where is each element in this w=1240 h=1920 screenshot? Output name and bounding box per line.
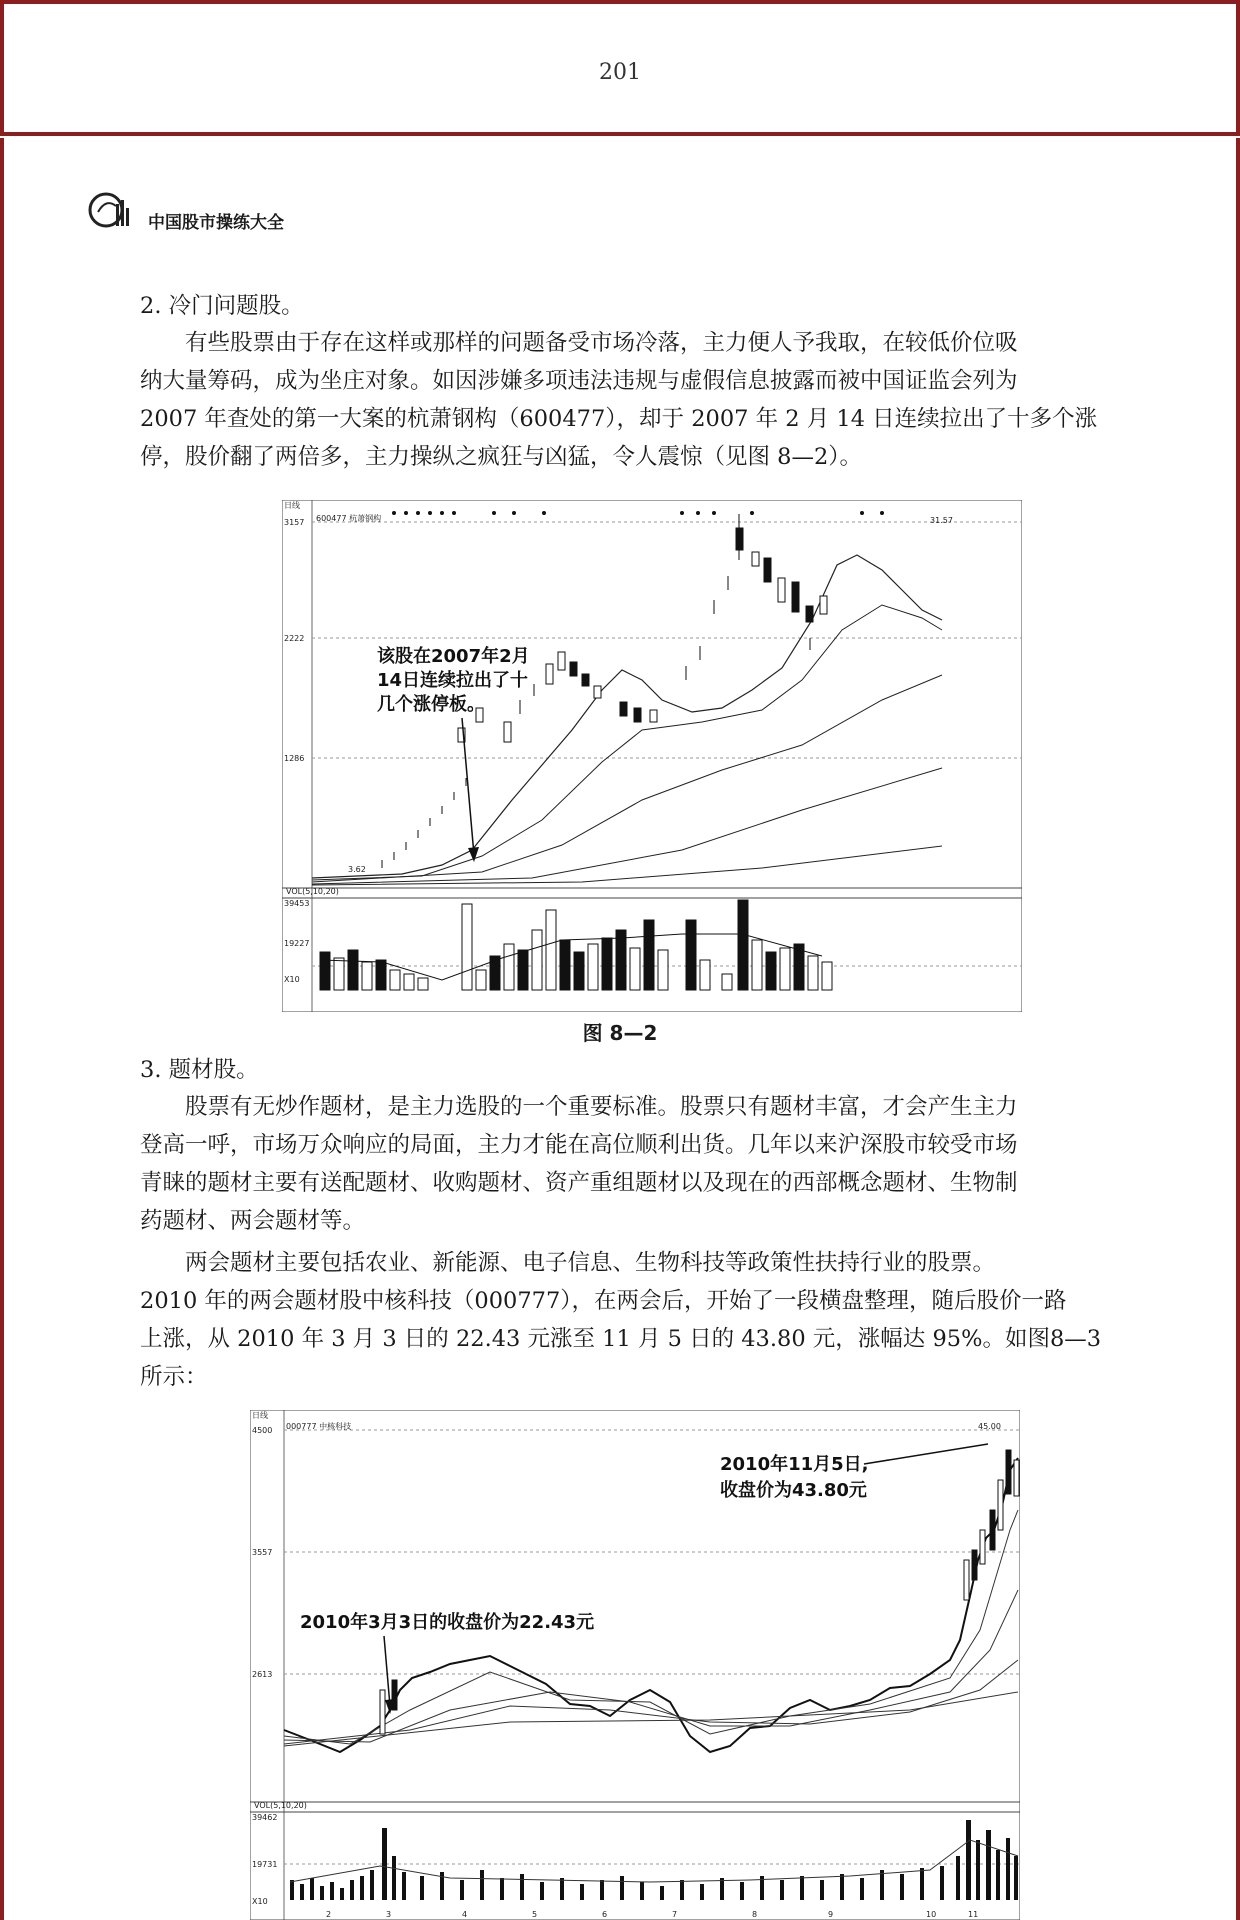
y-tick: 4500 [252,1426,273,1435]
text-line: 所示： [140,1364,208,1390]
x-tick: 2 [326,1910,332,1919]
x-tick: 5 [532,1910,538,1919]
annotation-line: 几个涨停板。 [377,694,485,715]
x-tick: 6 [602,1910,608,1919]
y-tick: 2613 [252,1670,273,1679]
x-tick: 10 [926,1910,937,1919]
y-tick: 3557 [252,1548,273,1557]
section-3-paragraph-2 [140,1244,1174,1396]
x-tick: 4 [462,1910,468,1919]
section-3-paragraph-1 [140,1088,1174,1240]
annotation-line: 2010年3月3日的收盘价为22.43元 [300,1612,595,1633]
y-tick: 1286 [284,754,305,763]
annotation-line: 14日连续拉出了十 [377,670,529,691]
annotation-line: 该股在2007年2月 [377,646,530,667]
x-tick: 9 [828,1910,834,1919]
text-line: 青睐的题材主要有送配题材、收购题材、资产重组题材以及现在的西部概念题材、生物制 [140,1170,1018,1196]
x-tick: 3 [386,1910,392,1919]
peak-price-label: 45.00 [978,1422,1001,1431]
section-2-heading: 2. 冷门问题股。 [140,293,304,319]
figure-8-2-chart [282,500,1022,1012]
text-line: 纳大量筹码，成为坐庄对象。如因涉嫌多项违法违规与虚假信息披露而被中国证监会列为 [140,368,1018,394]
text-line: 两会题材主要包括农业、新能源、电子信息、生物科技等政策性扶持行业的股票。 [185,1250,996,1276]
book-title: 中国股市操练大全 [148,213,284,233]
annotation-line: 2010年11月5日, [720,1454,869,1475]
y-tick: 3157 [284,518,305,527]
text-line: 2010 年的两会题材股中核科技（000777），在两会后，开始了一段横盘整理，随后股价一路 [140,1288,1067,1314]
period-label: 日线 [252,1411,268,1420]
section-3-heading: 3. 题材股。 [140,1057,259,1083]
volume-tick: 39462 [252,1813,278,1822]
volume-tick: X10 [284,975,300,984]
period-label: 日线 [284,501,300,510]
x-tick: 11 [968,1910,979,1919]
book-logo-icon [86,190,132,230]
text-line: 上涨，从 2010 年 3 月 3 日的 22.43 元涨至 11 月 5 日的 43.80 元，涨幅达 95%。如图8—3 [140,1326,1102,1352]
volume-header: VOL(5,10,20) [254,1801,307,1810]
peak-price-label: 31.57 [930,516,953,525]
figure-8-3-chart [250,1410,1020,1920]
annotation-line: 收盘价为43.80元 [720,1480,867,1501]
volume-header: VOL(5,10,20) [286,887,339,896]
stock-label: 600477 杭萧钢构 [316,514,382,523]
page-number: 201 [599,60,641,85]
x-tick: 8 [752,1910,758,1919]
volume-tick: 19227 [284,939,310,948]
text-line: 药题材、两会题材等。 [140,1208,366,1234]
text-line: 2007 年查处的第一大案的杭萧钢构（600477），却于 2007 年 2 月 14 日连续拉出了十多个涨 [140,406,1098,432]
text-line: 股票有无炒作题材，是主力选股的一个重要标准。股票只有题材丰富，才会产生主力 [185,1094,1018,1120]
x-tick: 7 [672,1910,678,1919]
y-tick: 2222 [284,634,305,643]
text-line: 登高一呼，市场万众响应的局面，主力才能在高位顺利出货。几年以来沪深股市较受市场 [140,1132,1018,1158]
volume-tick: 39453 [284,899,310,908]
text-line: 有些股票由于存在这样或那样的问题备受市场冷落，主力便人予我取，在较低价位吸 [185,330,1018,356]
stock-label: 000777 中核科技 [286,1422,352,1431]
figure-8-2-caption: 图 8—2 [582,1021,658,1045]
low-price-label: 3.62 [348,865,366,874]
volume-tick: X10 [252,1897,268,1906]
section-2-paragraph [140,324,1174,476]
volume-tick: 19731 [252,1860,278,1869]
text-line: 停，股价翻了两倍多，主力操纵之疯狂与凶猛，令人震惊（见图 8—2）。 [140,444,863,470]
